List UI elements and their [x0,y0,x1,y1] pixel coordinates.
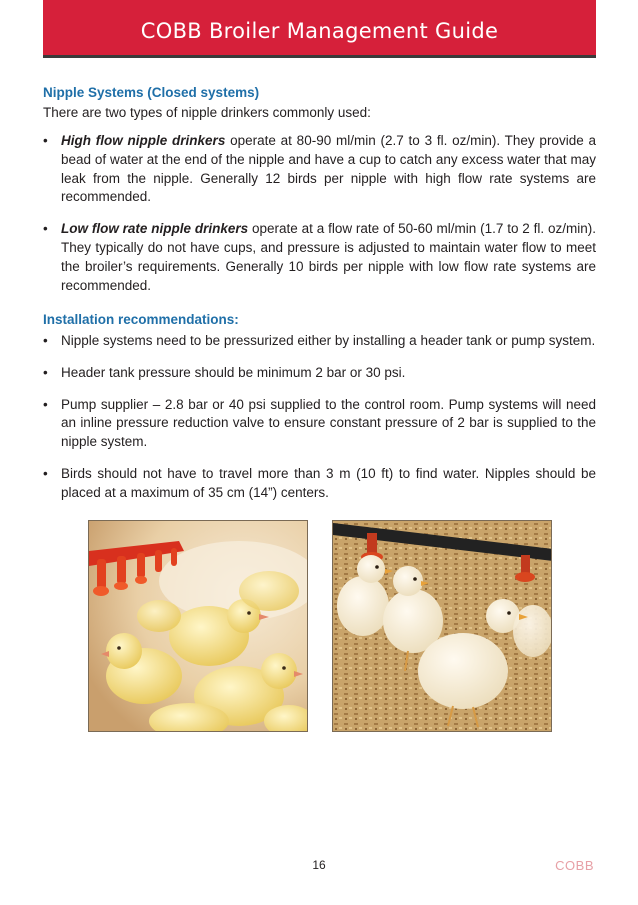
list-item [43,132,596,207]
bullet-point: • [43,221,48,237]
bullet-point: • [43,396,48,412]
bullet-text: operate at a flow rate of 50-60 ml/min (1.7 to 2 fl. oz/min). They typically do not have cups, and pressure is adjusted to maintain water flow to meet the broiler’s requirements. Generally 10 birds per nipple with low flow rate systems are recommended. [61,221,597,293]
bullet-text: Header tank pressure should be minimum 2 bar or 30 psi. [61,364,406,380]
bullet-point: • [43,133,48,148]
bullet-text: operate at 80-90 ml/min (2.7 to 3 fl. oz/min). They provide a bead of water at the end of the nipple and have a cup to catch any excess water that may leak from the nipple. Generally 12 birds per nipple with high flow rate systems are recommended. [61,133,596,205]
nipple-systems-intro: There are two types of nipple drinkers commonly used: [43,105,371,120]
header-title: COBB Broiler Management Guide [140,19,499,43]
bullet-point: • [43,364,48,380]
list-item [43,364,596,383]
page-header [43,0,596,58]
list-item [43,220,596,295]
page-number: 16 [312,858,326,872]
bullet-point: • [43,333,48,348]
bullet-point: • [43,465,48,481]
list-item [43,332,596,351]
footer-brand: COBB [555,858,594,873]
list-item [43,396,596,452]
installation-list [43,332,596,516]
nipple-systems-heading: Nipple Systems (Closed systems) [43,85,260,100]
chicks-red-drinkers-photo [88,520,308,732]
list-item [43,465,596,503]
bullet-lead: High flow nipple drinkers [61,133,226,148]
bullet-text: Birds should not have to travel more than 3 m (10 ft) to find water. Nipples should be placed at a maximum of 35 cm (14”) centers. [61,465,596,500]
bullet-text: Nipple systems need to be pressurized either by installing a header tank or pump system. [61,333,596,348]
bullet-lead: Low flow rate nipple drinkers [61,221,249,237]
installation-heading: Installation recommendations: [43,312,239,327]
chicks-nipple-line-photo [332,520,552,732]
nipple-drinker-list [43,132,596,308]
bullet-text: Pump supplier – 2.8 bar or 40 psi supplied to the control room. Pump systems will need an inline pressure reduction valve to ensure constant pressure of 2 bar is supplied to the nipple system. [61,396,596,450]
